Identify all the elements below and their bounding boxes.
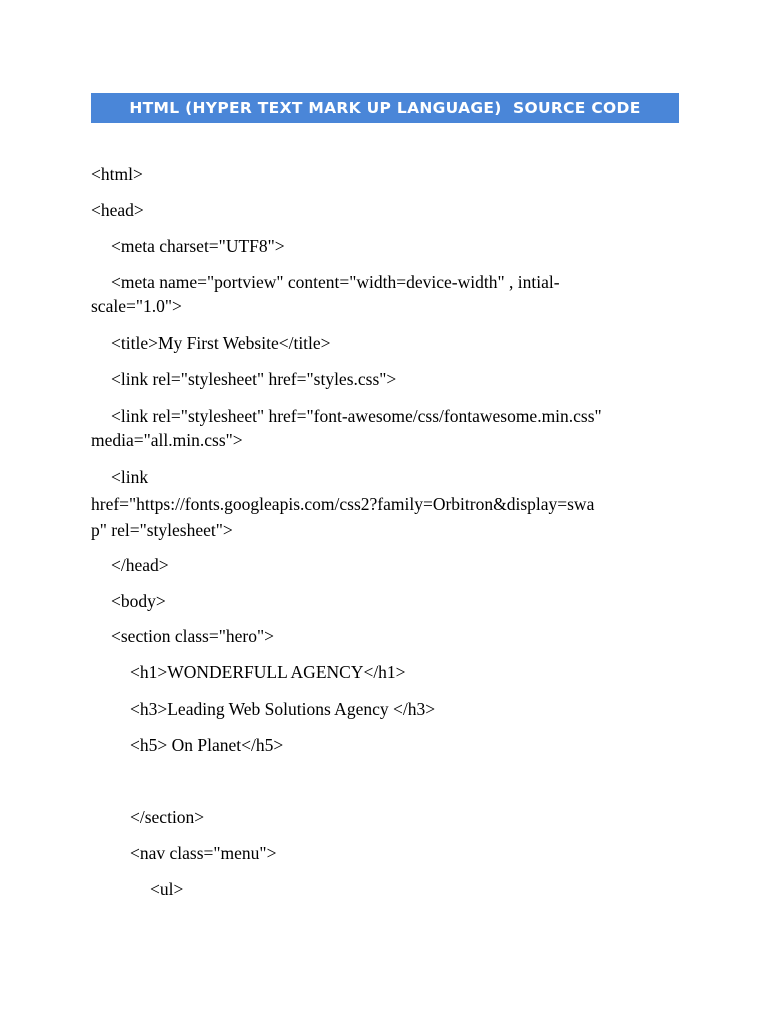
code-line: <meta name="portview" content="width=device-width" , intial- [111, 272, 560, 292]
code-line-continuation: media="all.min.css"> [91, 430, 243, 450]
code-line: <link [111, 467, 149, 487]
code-line-continuation: href="https://fonts.googleapis.com/css2?family=Orbitron&display=swa [91, 494, 595, 514]
code-line: </head> [111, 555, 169, 575]
code-line: <body> [111, 591, 166, 611]
code-line: <h5> On Planet</h5> [130, 735, 284, 755]
heading-banner [91, 93, 679, 123]
code-line: <section class="hero"> [111, 626, 274, 646]
code-line-continuation: scale="1.0"> [91, 296, 182, 316]
code-line: <h3>Leading Web Solutions Agency </h3> [130, 699, 436, 719]
code-line: <ul> [150, 879, 184, 899]
code-line: <head> [91, 200, 144, 220]
code-line: <link rel="stylesheet" href="styles.css"> [111, 369, 397, 389]
code-line: <h1>WONDERFULL AGENCY</h1> [130, 662, 406, 682]
code-line: <html> [91, 164, 143, 184]
code-line: <link rel="stylesheet" href="font-awesome/css/fontawesome.min.css" [111, 406, 602, 426]
code-line: <meta charset="UTF8"> [111, 236, 285, 256]
code-line: <nav class="menu"> [130, 843, 277, 863]
code-line: <title>My First Website</title> [111, 333, 331, 353]
code-line-continuation: p" rel="stylesheet"> [91, 520, 233, 540]
code-line: </section> [130, 807, 205, 827]
heading-title: HTML (HYPER TEXT MARK UP LANGUAGE) SOURCE CODE [129, 99, 641, 117]
